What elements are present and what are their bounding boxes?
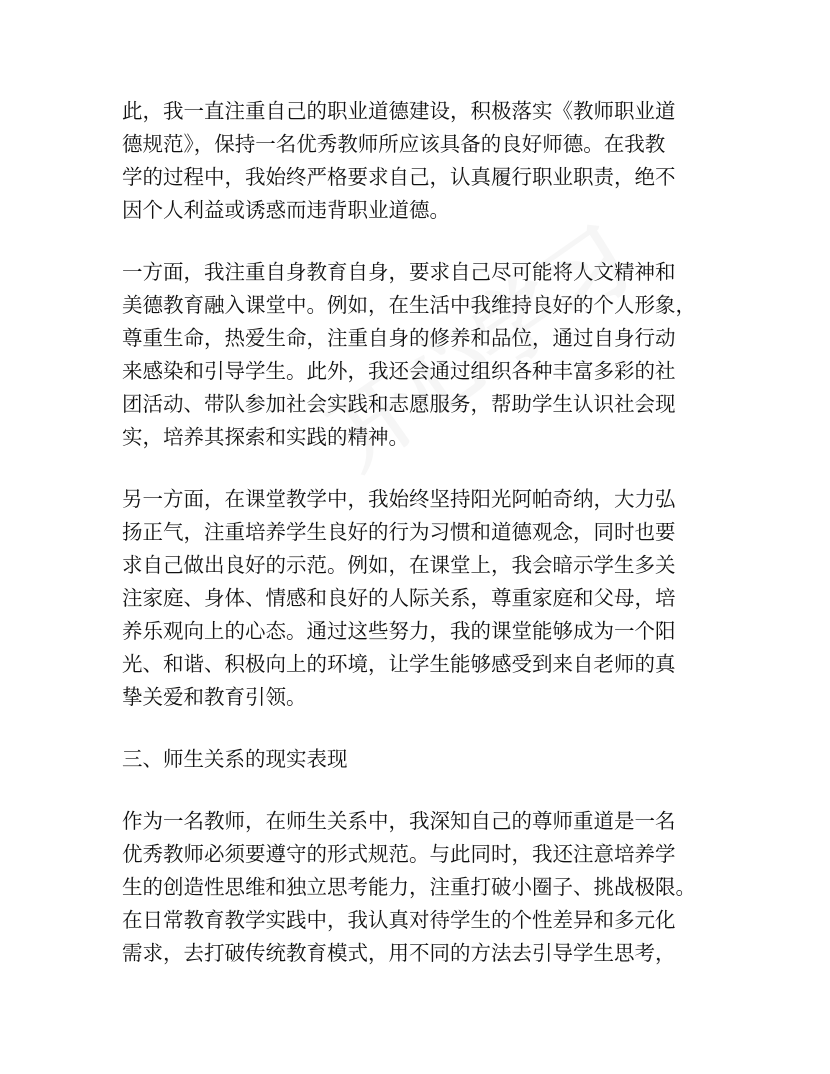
text-line: 此，我一直注重自己的职业道德建设，积极落实《教师职业道 bbox=[122, 99, 676, 123]
document-body bbox=[122, 95, 732, 999]
text-line: 注家庭、身体、情感和良好的人际关系，尊重家庭和父母，培 bbox=[122, 586, 676, 610]
text-line: 生的创造性思维和独立思考能力，注重打破小圈子、挑战极限。 bbox=[122, 875, 696, 899]
text-line: 优秀教师必须要遵守的形式规范。与此同时，我还注意培养学 bbox=[122, 842, 676, 866]
text-line: 尊重生命，热爱生命，注重自身的修养和品位，通过自身行动 bbox=[122, 326, 676, 350]
paragraph-1 bbox=[122, 95, 732, 227]
paragraph-4 bbox=[122, 805, 732, 970]
text-line: 在日常教育教学实践中，我认真对待学生的个性差异和多元化 bbox=[122, 908, 676, 932]
text-line: 需求，去打破传统教育模式，用不同的方法去引导学生思考， bbox=[122, 941, 676, 965]
text-line: 因个人利益或诱惑而违背职业道德。 bbox=[122, 198, 450, 222]
text-line: 另一方面，在课堂教学中，我始终坚持阳光阿帕奇纳，大力弘 bbox=[122, 487, 676, 511]
text-line: 挚关爱和教育引领。 bbox=[122, 685, 307, 709]
text-line: 一方面，我注重自身教育自身，要求自己尽可能将人文精神和 bbox=[122, 260, 676, 284]
paragraph-3 bbox=[122, 483, 732, 714]
paragraph-2 bbox=[122, 256, 732, 454]
text-line: 扬正气，注重培养学生良好的行为习惯和道德观念，同时也要 bbox=[122, 520, 676, 544]
text-line: 养乐观向上的心态。通过这些努力，我的课堂能够成为一个阳 bbox=[122, 619, 676, 643]
text-line: 团活动、带队参加社会实践和志愿服务，帮助学生认识社会现 bbox=[122, 392, 676, 416]
text-line: 求自己做出良好的示范。例如，在课堂上，我会暗示学生多关 bbox=[122, 553, 676, 577]
text-line: 来感染和引导学生。此外，我还会通过组织各种丰富多彩的社 bbox=[122, 359, 676, 383]
text-line: 实，培养其探索和实践的精神。 bbox=[122, 425, 409, 449]
text-line: 光、和谐、积极向上的环境，让学生能够感受到来自老师的真 bbox=[122, 652, 676, 676]
text-line: 德规范》，保持一名优秀教师所应该具备的良好师德。在我教 bbox=[122, 132, 666, 156]
text-line: 学的过程中，我始终严格要求自己，认真履行职业职责，绝不 bbox=[122, 165, 676, 189]
text-line: 美德教育融入课堂中。例如，在生活中我维持良好的个人形象， bbox=[122, 293, 696, 317]
text-line: 作为一名教师，在师生关系中，我深知自己的尊师重道是一名 bbox=[122, 809, 676, 833]
section-heading: 三、师生关系的现实表现 bbox=[122, 747, 348, 771]
